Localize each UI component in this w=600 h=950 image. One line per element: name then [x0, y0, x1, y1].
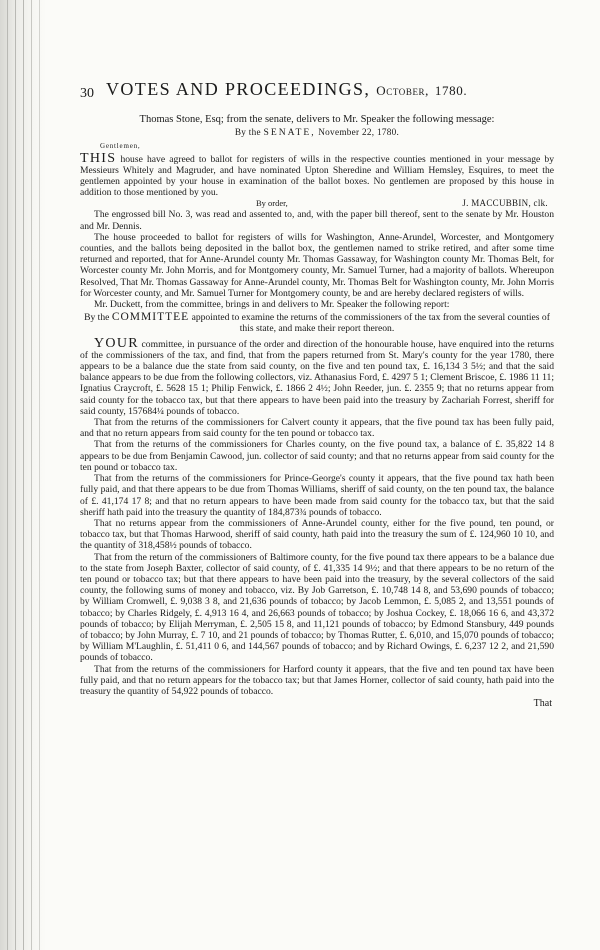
report-text-0: committee, in pursuance of the order and direction of the honourable house, have enquired into the returns of the commissioners of the tax, and find, that from the papers returned from St. Mary's county for the year 1780, there appears to be a balance due the state from said county, on the five and ten pound tax, £. 16,134 3 5½; and that the said balance appears to be due from the following collectors, viz. Athanasius Ford, £. 4297 5 1; Clement Briscoe, £. 1986 11 11; Ignatius Craycroft, £. 5628 15 1; Philip Fenwick, £. 1866 2 4½; John Reeder, jun. £. 2355 9; that no returns appear from said county for the tobacco tax, but that there appears to have been paid into the treasury by Zachariah Forrest, sheriff for said county, 157684¼ pounds of tobacco. [80, 338, 554, 417]
title-year: 1780. [434, 83, 468, 98]
running-head [80, 79, 554, 110]
paragraph-ballot: The house proceeded to ballot for registers of wills for Washington, Anne-Arundel, Worcester, and Montgomery counties, and the ballots being deposited in the ballot box, the gentlemen named to strike retired, and after some time returned and reported, that for Anne-Arundel county Mr. Thomas Gassaway, for Washington county Mr. Thomas Belt, for Worcester county Mr. John Morris, and for Montgomery county, Mr. Samuel Turner, had a majority of ballots. Whereupon Resolved, That Mr. Thomas Gassaway for Anne-Arundel county, Mr. Thomas Belt for Washington county, Mr. John Morris for Worcester county, and Mr. Samuel Turner for Montgomery county, be and are hereby declared registers of wills. [80, 231, 554, 299]
byline-body: SENATE, [263, 127, 316, 139]
title-month: October, [376, 83, 430, 98]
paragraph-duckett: Mr. Duckett, from the committee, brings in and delivers to Mr. Speaker the following report: [94, 299, 450, 311]
senate-message-intro: Thomas Stone, Esq; from the senate, delivers to Mr. Speaker the following message: [139, 114, 495, 125]
committee-text: appointed to examine the returns of the commissioners of the tax from the several counties of this state, and make their report thereon. [191, 312, 550, 335]
page-number: 30 [80, 86, 94, 101]
catchword: That [533, 698, 552, 710]
page-binding [0, 0, 46, 950]
byline-prefix: By the [234, 127, 261, 138]
page-content [80, 79, 555, 710]
by-order: By order, [256, 198, 288, 209]
report-paragraph-harford: That from the returns of the commissioners for Harford county it appears, that the five and ten pound tax have been fully paid, and that no return appears for the tobacco tax; but that James Horner, collector of said county, hath paid into the treasury the quantity of 54,922 pounds of tobacco. [80, 663, 554, 697]
senate-message-body [80, 150, 555, 199]
report-paragraph-stmarys [80, 335, 554, 417]
report-paragraph-anne-arundel: That no returns appear from the commissioners of Anne-Arundel county, either for the five pound, ten pound, or tobacco tax, but that Thomas Harwood, sheriff of said county, hath paid into the treasury the sum of £. 124,960 10 10, and the quantity of 318,458½ pounds of tobacco. [80, 517, 554, 552]
salutation: Gentlemen, [100, 142, 141, 151]
report-paragraph-calvert: That from the returns of the commissioners for Calvert county it appears, that the five pound tax has been fully paid, and that no return appears from said county for the ten pound or tobacco tax. [80, 417, 554, 440]
committee-name: COMMITTEE [111, 311, 190, 324]
message-text: house have agreed to ballot for registers of wills in the respective counties mentioned in your message by Messieurs Whitely and Magruder, and have nominated Upton Sheredine and William Hemsley, Esquires, to meet the gentlemen appointed by your house in examination of the ballot boxes. No gentlemen are proposed by this house in addition to those mentioned by you. [80, 153, 555, 199]
report-paragraph-prince-georges: That from the returns of the commissioners for Prince-George's county it appears, that the five pound tax hath been fully paid, and that there appears to be due from Thomas Williams, sheriff of said county, on the ten pound tax, the balance of £. 41,174 17 8; and that no return appears to have been made from said county for the tobacco tax, but that the said sheriff hath paid into the treasury the quantity of 184,873¾ pounds of tobacco. [80, 473, 554, 518]
senate-byline [80, 127, 554, 138]
page-title [106, 79, 468, 99]
report-paragraph-charles: That from the returns of the commissioners for Charles county, on the five pound tax, a balance of £. 35,822 14 8 appears to be due from Benjamin Cawood, jun. collector of said county; and that no returns appear from said county for the ten pound or tobacco tax. [80, 439, 554, 473]
title-text: VOTES AND PROCEEDINGS, [106, 79, 371, 99]
byline-date: November 22, 1780. [318, 127, 400, 138]
paragraph-engrossed-bill: The engrossed bill No. 3, was read and assented to, and, with the paper bill thereof, sent to the senate by Mr. Houston and Mr. Dennis. [80, 209, 554, 232]
committee-prefix: By the [84, 312, 110, 324]
message-dropcap: THIS [80, 150, 117, 166]
clerk-signature: J. MACCUBBIN, clk. [462, 198, 548, 209]
report-dropcap: YOUR [94, 335, 139, 351]
report-paragraph-baltimore: That from the return of the commissioners of Baltimore county, for the five pound tax there appears to be a balance due to the state from Joseph Baxter, collector of said county, of £. 41,335 14 9½; and that there appears to be no return of the ten pound or tobacco tax; but that there appears to have been paid into the treasury, by the several collectors of the said county, the following sums of money and tobacco, viz. By Job Garretson, £. 10,748 14 8, and 53,690 pounds of tobacco; by William Cromwell, £. 9,038 3 8, and 21,636 pounds of tobacco; by Jacob Lemmon, £. 5,085 2, and 13,551 pounds of tobacco; by Charles Ridgely, £. 4,913 16 4, and 26,663 pounds of tobacco; by Joshua Cockey, £. 18,066 16 6, and 43,372 pounds of tobacco; by Elijah Merryman, £. 2,505 15 8, and 11,121 pounds of tobacco; by Edmond Stansbury, 449 pounds of tobacco; by John Murray, £. 7 10, and 21 pounds of tobacco; by Thomas Rutter, £. 6,010, and 15,070 pounds of tobacco; by William M'Laughlin, £. 51,411 0 6, and 144,567 pounds of tobacco; and by Richard Owings, £. 6,237 12 2, and 21,590 pounds of tobacco. [80, 551, 554, 664]
signature-block [80, 198, 554, 209]
committee-heading [80, 312, 554, 334]
